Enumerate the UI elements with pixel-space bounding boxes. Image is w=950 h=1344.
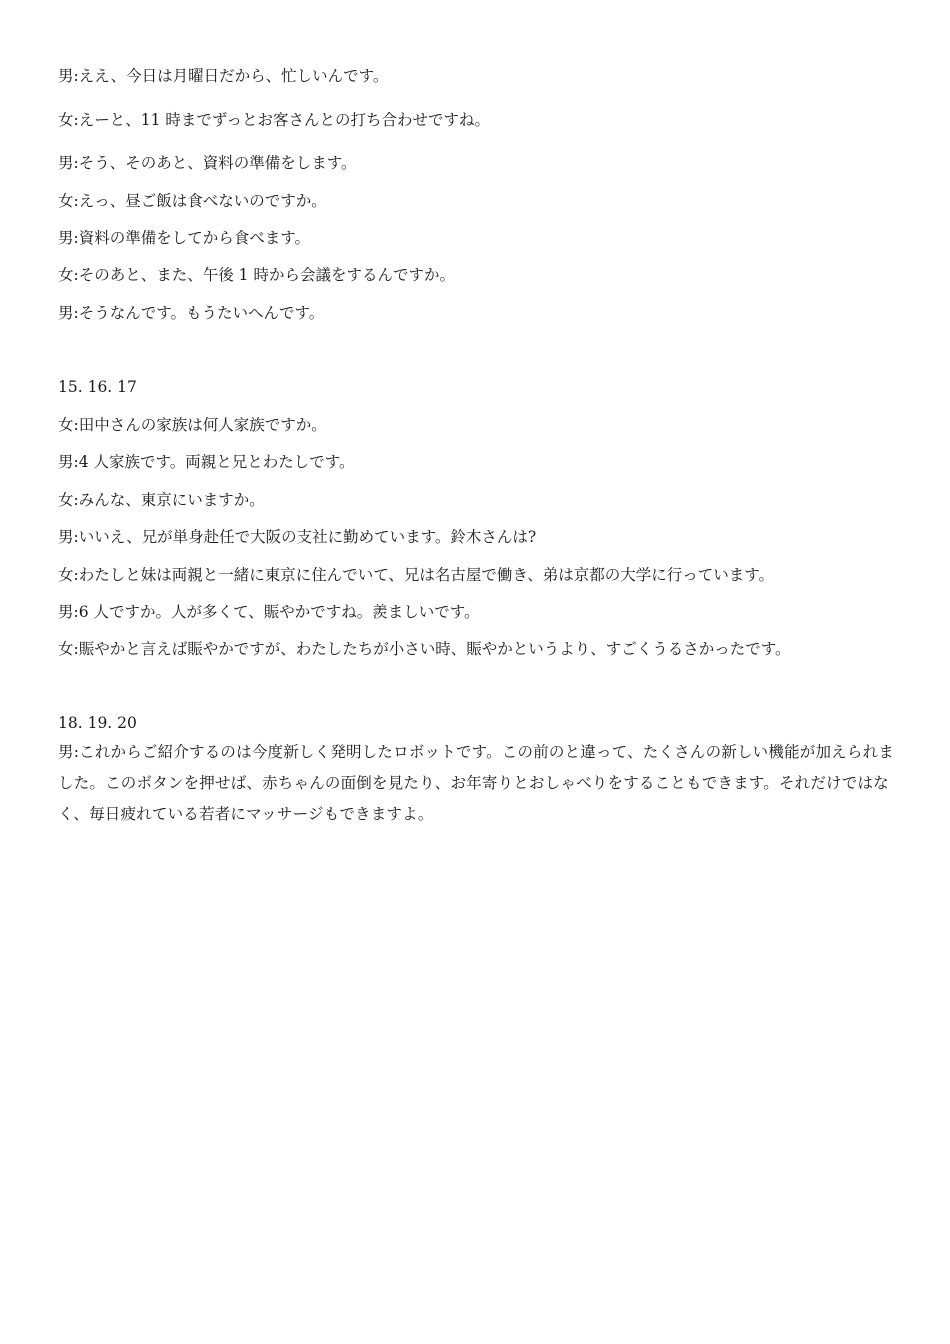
- dialogue-line: 女:賑やかと言えば賑やかですが、わたしたちが小さい時、賑やかというより、すごくうるさかったです。: [58, 640, 791, 658]
- dialogue-line: 女:そのあと、また、午後 1 時から会議をするんですか。: [58, 266, 455, 284]
- dialogue-line: 男:6 人ですか。人が多くて、賑やかですね。羨ましいです。: [58, 603, 480, 621]
- section-heading: 15. 16. 17: [58, 378, 137, 396]
- dialogue-line: 男:そう、そのあと、資料の準備をします。: [58, 154, 357, 172]
- dialogue-line: 男:そうなんです。もうたいへんです。: [58, 304, 325, 322]
- dialogue-line: 男:ええ、今日は月曜日だから、忙しいんです。: [58, 67, 389, 85]
- dialogue-line: 男:資料の準備をしてから食べます。: [58, 229, 310, 247]
- dialogue-line: 女:えーと、11 時までずっとお客さんとの打ち合わせですね。: [58, 111, 490, 129]
- dialogue-line: 男:4 人家族です。両親と兄とわたしです。: [58, 453, 355, 471]
- narration-paragraph: 男:これからご紹介するのは今度新しく発明したロボットです。この前のと違って、たくさんの新しい機能が加えられました。このボタンを押せば、赤ちゃんの面倒を見たり、お年寄りとおしゃべりをすることもできます。それだけではなく、毎日疲れている若者にマッサージもできますよ。: [58, 743, 894, 823]
- dialogue-line: 男:いいえ、兄が単身赴任で大阪の支社に勤めています。鈴木さんは?: [58, 528, 537, 546]
- section-heading: 18. 19. 20: [58, 714, 137, 732]
- dialogue-line: 女:わたしと妹は両親と一緒に東京に住んでいて、兄は名古屋で働き、弟は京都の大学に行っています。: [58, 566, 775, 584]
- dialogue-line: 女:田中さんの家族は何人家族ですか。: [58, 416, 327, 434]
- dialogue-line: 女:みんな、東京にいますか。: [58, 491, 265, 509]
- dialogue-line: 女:えっ、昼ご飯は食べないのですか。: [58, 192, 327, 210]
